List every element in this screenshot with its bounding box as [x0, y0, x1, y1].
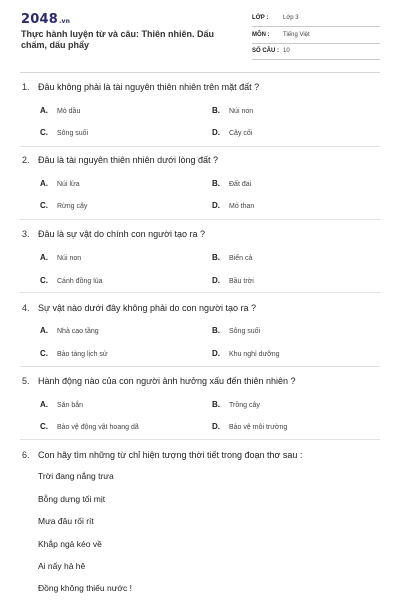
option-text: Đất đai — [229, 181, 252, 188]
option-b[interactable] — [212, 253, 252, 262]
meta-label: SỐ CÂU : — [252, 48, 279, 54]
meta-label: MÔN : — [252, 32, 270, 38]
option-c[interactable] — [40, 201, 87, 210]
poem-line: Ai nấy hả hê — [38, 561, 86, 571]
option-b[interactable] — [212, 106, 253, 115]
question-divider — [20, 292, 380, 293]
question-text: Đâu là sự vật do chính con người tạo ra ? — [38, 229, 206, 239]
option-c[interactable] — [40, 422, 139, 431]
option-letter: B. — [212, 400, 220, 409]
poem-line: Mưa đâu rối rít — [38, 516, 94, 526]
option-letter: D. — [212, 128, 220, 137]
option-letter: B. — [212, 106, 220, 115]
option-letter: D. — [212, 422, 220, 431]
question-divider — [20, 146, 380, 147]
question-number: 2. — [22, 155, 30, 165]
option-b[interactable] — [212, 179, 251, 188]
option-letter: A. — [40, 253, 48, 262]
option-text: Rừng cây — [57, 203, 88, 210]
poem-line: Khắp ngả kéo về — [38, 539, 102, 549]
question-number: 3. — [22, 229, 30, 239]
question-text: Đâu là tài nguyên thiên nhiên dưới lòng đất ? — [38, 155, 219, 165]
option-text: Bầu trời — [229, 278, 254, 285]
meta-row-subject — [252, 29, 380, 44]
option-b[interactable] — [212, 400, 260, 409]
question-text: Hành động nào của con người ảnh hưởng xấu đến thiên nhiên ? — [38, 376, 296, 386]
option-letter: D. — [212, 201, 220, 210]
option-letter: C. — [40, 349, 48, 358]
option-d[interactable] — [212, 349, 280, 358]
option-b[interactable] — [212, 326, 260, 335]
worksheet-header — [0, 0, 400, 70]
worksheet-title: Thực hành luyện từ và câu: Thiên nhiên. Dấu chấm, dấu phẩy — [21, 29, 215, 50]
option-text: Mỏ dầu — [57, 108, 81, 115]
option-text: Núi lửa — [57, 181, 80, 188]
question-number: 5. — [22, 376, 30, 386]
option-text: Bảo tàng lịch sử — [57, 351, 108, 358]
option-letter: C. — [40, 276, 48, 285]
brand-logo[interactable] — [21, 12, 70, 27]
option-c[interactable] — [40, 349, 108, 358]
option-c[interactable] — [40, 128, 88, 137]
poem-line: Bỗng dưng tối mịt — [38, 494, 106, 504]
poem-line: Trời đang nắng trưa — [38, 471, 114, 481]
meta-row-count — [252, 45, 380, 60]
option-a[interactable] — [40, 253, 81, 262]
question-text: Sự vật nào dưới đây không phải do con người tạo ra ? — [38, 303, 257, 313]
option-letter: A. — [40, 179, 48, 188]
meta-value: 10 — [283, 48, 290, 54]
question-text: Đâu không phải là tài nguyên thiên nhiên trên mặt đất ? — [38, 82, 260, 92]
meta-value: Tiếng Việt — [283, 32, 310, 38]
option-text: Trồng cây — [229, 402, 260, 409]
header-divider — [20, 72, 380, 73]
option-a[interactable] — [40, 179, 80, 188]
option-letter: C. — [40, 422, 48, 431]
question-divider — [20, 219, 380, 220]
option-d[interactable] — [212, 128, 252, 137]
option-a[interactable] — [40, 326, 99, 335]
option-letter: A. — [40, 400, 48, 409]
meta-value: Lớp 3 — [283, 15, 299, 21]
option-text: Sông suối — [229, 328, 261, 335]
option-text: Biển cả — [229, 255, 253, 262]
option-letter: D. — [212, 349, 220, 358]
option-d[interactable] — [212, 201, 254, 210]
meta-row-class — [252, 12, 380, 27]
poem-line: Đồng không thiếu nước ! — [38, 583, 132, 593]
question-number: 1. — [22, 82, 30, 92]
option-letter: A. — [40, 106, 48, 115]
option-text: Mỏ than — [229, 203, 255, 210]
option-text: Săn bắn — [57, 402, 84, 409]
option-text: Bảo vệ môi trường — [229, 424, 288, 431]
option-text: Cánh đồng lúa — [57, 278, 103, 285]
option-letter: D. — [212, 276, 220, 285]
option-text: Núi non — [57, 255, 82, 262]
option-letter: C. — [40, 128, 48, 137]
logo-suffix: .vn — [58, 18, 71, 25]
option-letter: C. — [40, 201, 48, 210]
option-text: Cây cối — [229, 130, 253, 137]
option-letter: B. — [212, 326, 220, 335]
option-a[interactable] — [40, 106, 80, 115]
option-text: Bảo vệ động vật hoang dã — [57, 424, 139, 431]
option-text: Sông suối — [57, 130, 89, 137]
option-letter: A. — [40, 326, 48, 335]
question-text: Con hãy tìm những từ chỉ hiện tượng thời tiết trong đoạn thơ sau : — [38, 450, 303, 460]
option-text: Nhà cao tầng — [57, 328, 99, 335]
question-divider — [20, 439, 380, 440]
option-c[interactable] — [40, 276, 103, 285]
question-number: 6. — [22, 450, 30, 460]
meta-label: LỚP : — [252, 15, 269, 21]
option-d[interactable] — [212, 276, 254, 285]
question-divider — [20, 366, 380, 367]
option-letter: B. — [212, 179, 220, 188]
option-a[interactable] — [40, 400, 83, 409]
option-text: Núi non — [229, 108, 254, 115]
option-letter: B. — [212, 253, 220, 262]
question-number: 4. — [22, 303, 30, 313]
logo-text: 2048 — [21, 12, 58, 27]
option-text: Khu nghỉ dưỡng — [229, 351, 280, 358]
option-d[interactable] — [212, 422, 287, 431]
